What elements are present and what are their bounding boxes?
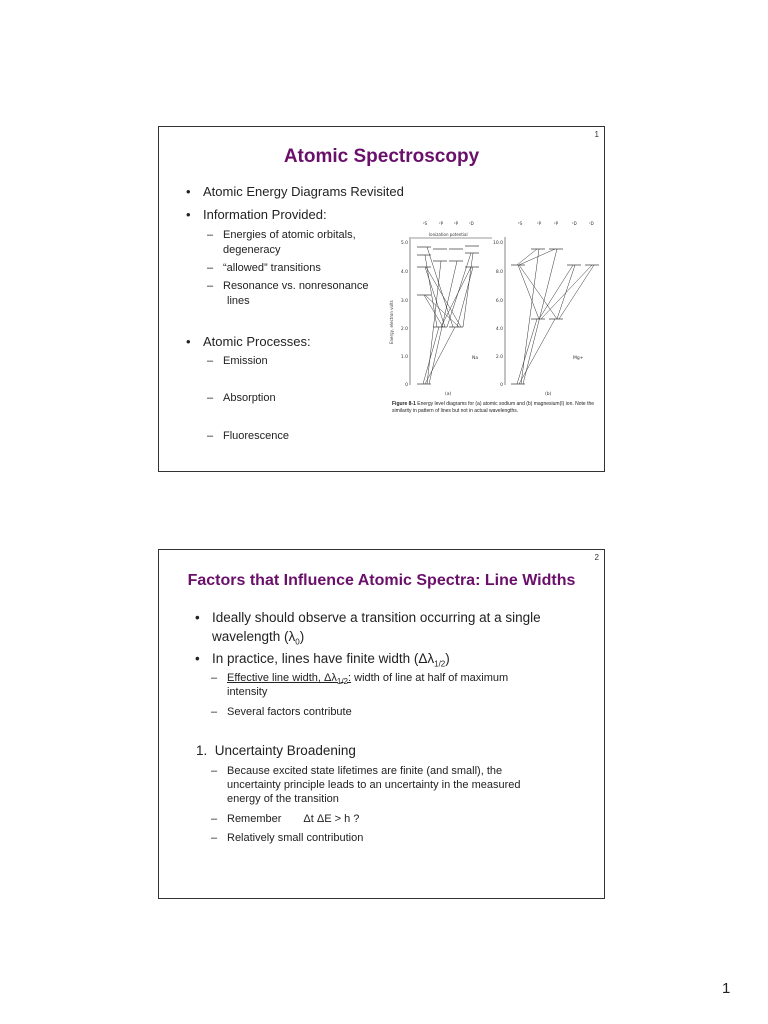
sub-bullet-energies: – Energies of atomic orbitals,: [207, 229, 356, 241]
slide-number: 1: [594, 130, 599, 139]
bullet-ideal-line2: wavelength $(\lambda_0)$: [212, 629, 305, 647]
mg-header-p1: ²P: [537, 221, 542, 226]
bullet-ideal: • Ideally should observe a transition occurring at a single: [195, 610, 541, 625]
sub-bullet-several-factors: – Several factors contribute: [211, 706, 352, 718]
bullet-practice: • In practice, lines have finite width $(\Delta\lambda_{1/2})$: [195, 651, 450, 669]
na-header-d: ²D: [469, 221, 474, 226]
mg-label: Mg+: [573, 356, 584, 361]
na-header-s: ²S: [423, 221, 428, 226]
sub-bullet-allowed: – “allowed” transitions: [207, 262, 321, 274]
mg-tick-4: 4.0: [495, 327, 503, 332]
page-number: 1: [722, 980, 731, 997]
sub-bullet-lifetimes: – Because excited state lifetimes are finite (and small), the: [211, 765, 503, 777]
sub-bullet-degeneracy: degeneracy: [223, 244, 281, 256]
figure-caption: Figure 8-1 Energy level diagrams for (a) atomic sodium and (b) magnesium(I) ion. Note the similarity in pattern of lines but not in actual wavelengths.: [392, 401, 595, 414]
sub-bullet-lines: lines: [227, 295, 250, 307]
y-axis-label: Energy, electron volts: [389, 300, 394, 344]
process-emission: – Emission: [207, 355, 268, 367]
ionization-label: Ionization potential: [429, 232, 468, 237]
na-tick-2: 2.0: [400, 327, 408, 332]
na-tick-1: 1.0: [400, 355, 408, 360]
slide-2: [158, 549, 605, 899]
panel-a-label: (a): [445, 392, 452, 397]
slide-1: [158, 126, 605, 472]
bullet-information: • Information Provided:: [186, 207, 327, 222]
na-tick-4: 4.0: [400, 270, 408, 275]
sub-bullet-effective-width: – Effective line width, $\Delta\lambda_{1/2}$: width of line at half of maximum: [211, 672, 509, 687]
na-tick-3: 3.0: [400, 299, 408, 304]
mg-header-p2: ²P: [554, 221, 559, 226]
mg-tick-8: 8.0: [495, 270, 503, 275]
na-header-p2: ²P: [454, 221, 459, 226]
process-absorption: – Absorption: [207, 392, 276, 404]
na-tick-5: 5.0: [400, 241, 408, 246]
mg-tick-0: 0: [500, 383, 503, 388]
na-label: Na: [472, 356, 479, 361]
mg-header-s: ²S: [518, 221, 523, 226]
bullet-energy-diagrams: • Atomic Energy Diagrams Revisited: [186, 184, 404, 199]
process-fluorescence: – Fluorescence: [207, 430, 290, 442]
na-tick-0: 0: [405, 383, 408, 388]
sub-bullet-effective-width-line2: intensity: [227, 686, 268, 698]
numbered-uncertainty: 1. Uncertainty Broadening: [196, 743, 356, 758]
mg-header-d2: ²D: [589, 221, 594, 226]
slide-title: Atomic Spectroscopy: [283, 146, 480, 167]
panel-b-label: (b): [545, 392, 552, 397]
mg-tick-6: 6.0: [495, 299, 503, 304]
sub-bullet-lifetimes-line2: uncertainty principle leads to an uncertainty in the measured: [227, 779, 521, 791]
sub-bullet-resonance: – Resonance vs. nonresonance: [207, 280, 369, 292]
bullet-atomic-processes: • Atomic Processes:: [186, 334, 311, 349]
mg-tick-10: 10.0: [492, 241, 503, 246]
na-header-p1: ²P: [439, 221, 444, 226]
sub-bullet-remember: – Remember Δt ΔE > h ?: [211, 813, 360, 825]
mg-header-d1: ²D: [572, 221, 577, 226]
slide-title: Factors that Influence Atomic Spectra: Line Widths: [187, 572, 576, 589]
mg-tick-2: 2.0: [495, 355, 503, 360]
slide-number: 2: [594, 553, 599, 562]
sub-bullet-lifetimes-line3: energy of the transition: [227, 793, 339, 805]
sub-bullet-small-contribution: – Relatively small contribution: [211, 832, 364, 844]
